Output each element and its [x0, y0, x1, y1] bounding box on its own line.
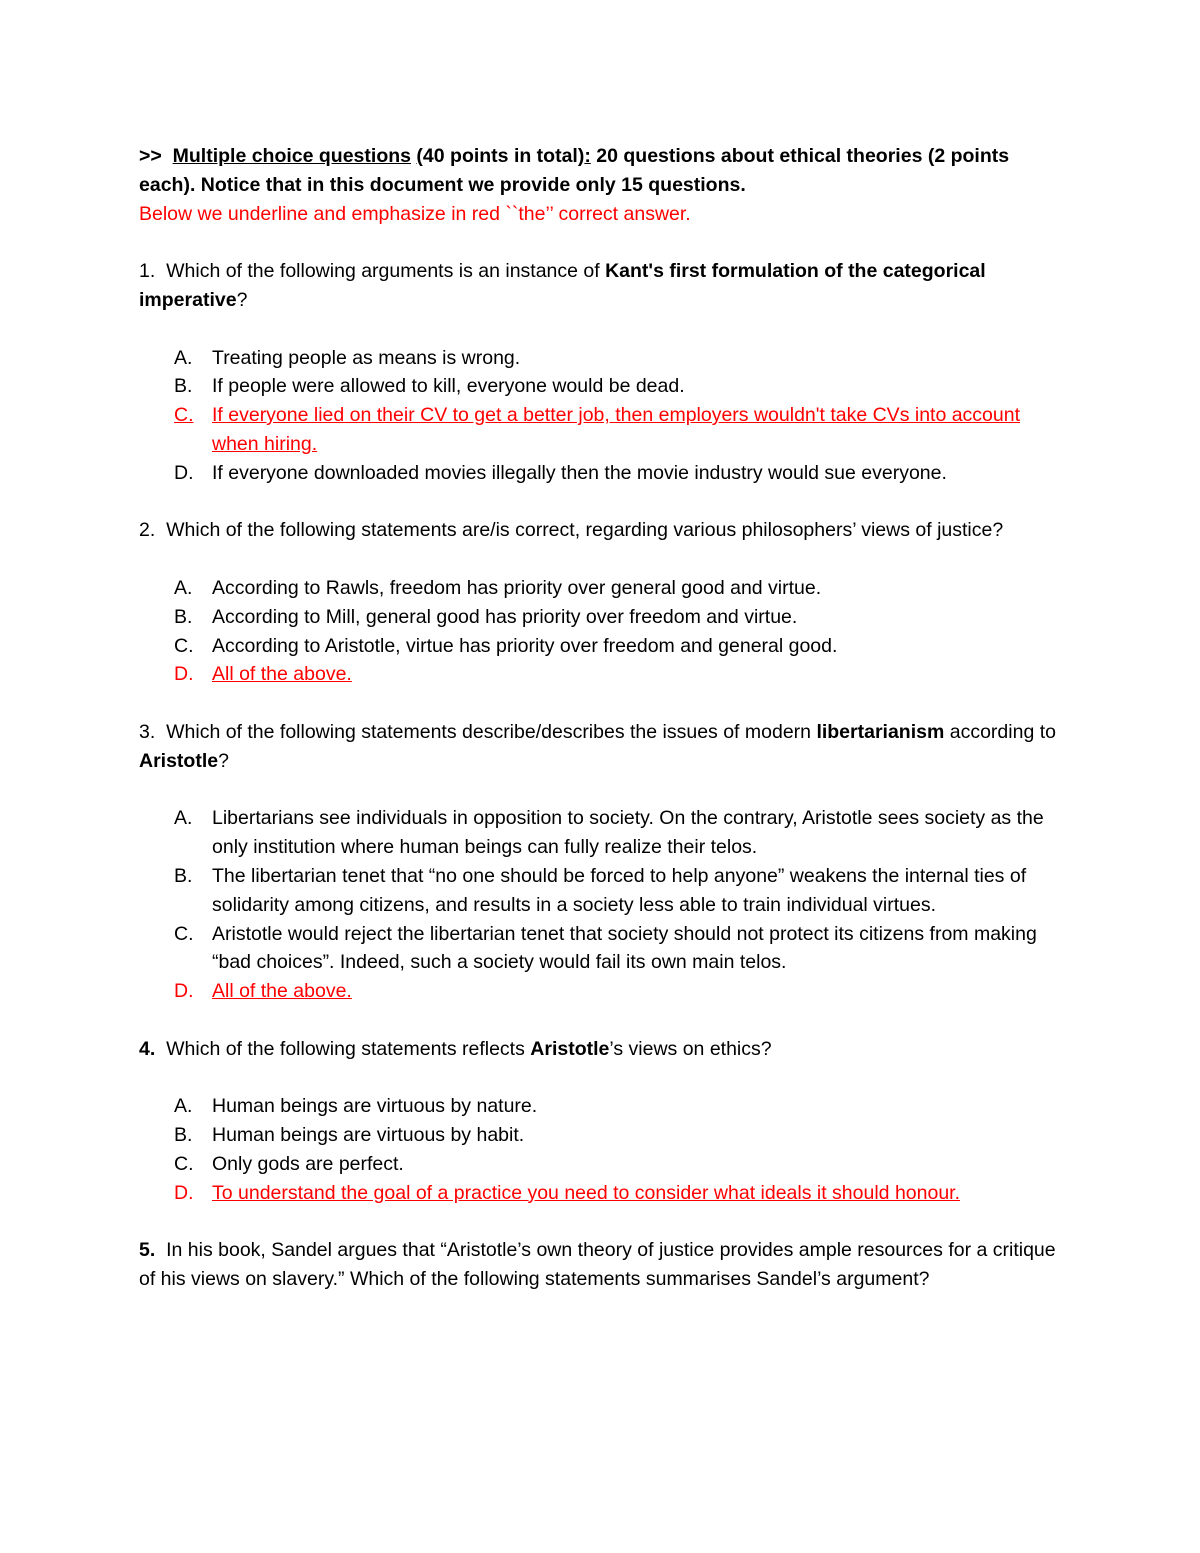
option-letter: B. — [174, 864, 193, 887]
option-text: Human beings are virtuous by nature. — [212, 1095, 538, 1118]
question-stem — [139, 718, 1059, 776]
question-number: 4. — [139, 1037, 156, 1060]
question-stem — [139, 1035, 1059, 1064]
question-list — [139, 257, 1059, 1294]
correct-answer-option — [174, 660, 1059, 689]
question-stem — [139, 1236, 1059, 1294]
option-text: If people were allowed to kill, everyone would be dead. — [212, 375, 685, 398]
answer-option — [174, 1150, 1059, 1179]
header-paren: ( — [416, 145, 423, 167]
question-text: according to — [944, 720, 1056, 743]
option-letter: D. — [174, 663, 194, 686]
question-number: 1. — [139, 260, 156, 283]
option-letter: A. — [174, 1095, 193, 1118]
question-text: Which of the following statements are/is correct, regarding various philosophers’ views of justice? — [166, 519, 1004, 542]
option-letter: A. — [174, 807, 193, 830]
question-number: 3. — [139, 720, 156, 743]
answer-options — [139, 344, 1059, 488]
question-text: Which of the following arguments is an instance of — [166, 260, 606, 283]
option-text: All of the above. — [212, 980, 352, 1003]
question-stem — [139, 257, 1059, 315]
question-text: Which of the following statements reflects — [166, 1037, 531, 1060]
option-text: Only gods are perfect. — [212, 1152, 404, 1175]
question-number: 5. — [139, 1239, 156, 1262]
answer-options — [139, 574, 1059, 689]
answer-option — [174, 1121, 1059, 1150]
option-letter: B. — [174, 375, 193, 398]
question-text: ’s views on ethics? — [609, 1037, 772, 1060]
answer-option — [174, 920, 1059, 978]
answer-option — [174, 459, 1059, 488]
option-letter: A. — [174, 346, 193, 369]
answer-option — [174, 1092, 1059, 1121]
question-text: Kant's first formulation of the categorical imperative — [139, 260, 986, 311]
question-number: 2. — [139, 519, 156, 542]
answer-key-note: Below we underline and emphasize in red ``the’’ correct answer. — [139, 202, 691, 225]
answer-option — [174, 632, 1059, 661]
header-prefix: >> — [139, 145, 162, 167]
answer-options — [139, 804, 1059, 1006]
option-text: Libertarians see individuals in opposition to society. On the contrary, Aristotle sees society as the only institution where human beings can fully realize their telos. — [212, 807, 1044, 859]
answer-option — [174, 603, 1059, 632]
option-text: If everyone lied on their CV to get a better job, then employers wouldn't take CVs into account when hiring. — [212, 404, 1021, 455]
option-text: According to Rawls, freedom has priority over general good and virtue. — [212, 576, 822, 599]
answer-option — [174, 372, 1059, 401]
question-text: Aristotle — [139, 749, 219, 772]
question-block — [139, 257, 1059, 516]
option-text: According to Mill, general good has priority over freedom and virtue. — [212, 605, 798, 628]
answer-option — [174, 804, 1059, 862]
option-text: To understand the goal of a practice you need to consider what ideals it should honour. — [212, 1181, 960, 1204]
header-title: Multiple choice questions — [172, 145, 411, 167]
option-text: Human beings are virtuous by habit. — [212, 1124, 525, 1147]
correct-answer-option — [174, 1179, 1059, 1208]
option-letter: A. — [174, 576, 193, 599]
option-letter: C. — [174, 922, 194, 945]
option-letter: C. — [174, 404, 194, 427]
correct-answer-option — [174, 401, 1059, 459]
section-header — [139, 142, 1059, 200]
question-text: Which of the following statements describe/describes the issues of modern — [166, 720, 817, 743]
question-block — [139, 718, 1059, 1035]
option-letter: D. — [174, 1181, 194, 1204]
answer-option — [174, 574, 1059, 603]
question-stem — [139, 516, 1059, 545]
option-text: Treating people as means is wrong. — [212, 346, 521, 369]
question-text: libertarianism — [816, 720, 945, 743]
answer-option — [174, 862, 1059, 920]
question-block — [139, 1035, 1059, 1237]
option-text: All of the above. — [212, 663, 352, 686]
option-letter: C. — [174, 634, 194, 657]
question-block — [139, 516, 1059, 718]
header-description: 20 questions about ethical theories (2 points each). Notice that in this document we provide only 15 questions. — [139, 145, 1010, 196]
header-points: 40 points in total) — [422, 145, 585, 167]
correct-answer-option — [174, 977, 1059, 1006]
option-letter: D. — [174, 980, 194, 1003]
option-letter: C. — [174, 1152, 194, 1175]
option-text: The libertarian tenet that “no one should be forced to help anyone” weakens the internal ties of solidarity among citizens, and results in a society less able to train individual virtues. — [212, 864, 1027, 916]
option-letter: B. — [174, 1124, 193, 1147]
option-text: According to Aristotle, virtue has priority over freedom and general good. — [212, 634, 838, 657]
answer-option — [174, 344, 1059, 373]
answer-options — [139, 1092, 1059, 1207]
question-block — [139, 1236, 1059, 1294]
document-page — [139, 142, 1059, 1294]
question-text: ? — [236, 288, 248, 311]
question-text: In his book, Sandel argues that “Aristotle’s own theory of justice provides ample resources for a critique of his views on slavery.” Which of the following statements summarises Sandel’s argument? — [139, 1239, 1056, 1291]
option-text: If everyone downloaded movies illegally then the movie industry would sue everyone. — [212, 461, 947, 484]
header-colon: : — [584, 145, 591, 167]
question-text: ? — [218, 749, 229, 772]
option-letter: D. — [174, 461, 194, 484]
question-text: Aristotle — [530, 1037, 610, 1060]
option-letter: B. — [174, 605, 193, 628]
option-text: Aristotle would reject the libertarian tenet that society should not protect its citizens from making “bad choices”. Indeed, such a society would fail its own main telos. — [212, 922, 1037, 974]
